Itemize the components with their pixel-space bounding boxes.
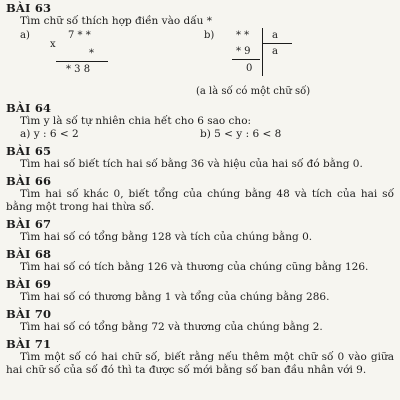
fig-b-remainder: 0: [246, 63, 253, 74]
problem-text: Tìm hai số khác 0, biết tổng của chúng bằng 48 và tích của hai số bằng một trong hai thừa số.: [6, 188, 394, 213]
fig-a-row1: 7 * *: [68, 30, 91, 41]
problem-text: Tìm hai số có tổng bằng 128 và tích của chúng bằng 0.: [20, 231, 313, 243]
problem-text: Tìm hai số có tích bằng 126 và thương của chúng cũng bằng 126.: [20, 261, 369, 273]
fig-a-row2: *: [89, 48, 94, 59]
part-a: a) y : 6 < 2: [20, 128, 79, 140]
fig-a-operator: x: [50, 39, 56, 50]
problem-title: BÀI 67: [6, 217, 52, 231]
problem-title: BÀI 69: [6, 277, 52, 291]
problem-text: Tìm hai số có tổng bằng 72 và thương của chúng bằng 2.: [20, 321, 323, 333]
problem-66: [6, 175, 394, 214]
problem-text: Tìm y là số tự nhiên chia hết cho 6 sao cho:: [20, 115, 252, 127]
problem-64-parts: [6, 128, 394, 141]
fig-b-step: * 9: [236, 46, 251, 57]
problem-64: [6, 102, 394, 141]
problem-title: BÀI 66: [6, 174, 52, 188]
fig-b-label: b): [204, 30, 215, 41]
problem-63: [6, 2, 394, 98]
fig-b-dividend: * *: [236, 30, 250, 41]
fig-b-division-bar: [262, 28, 263, 76]
problem-text: Tìm hai số có thương bằng 1 và tổng của chúng bằng 286.: [20, 291, 330, 303]
part-b: b) 5 < y : 6 < 8: [200, 128, 282, 140]
fig-a-result: * 3 8: [66, 64, 91, 75]
problem-67: [6, 218, 394, 244]
fig-b-step-line: [232, 59, 260, 60]
problem-title: BÀI 70: [6, 307, 52, 321]
problem-title: BÀI 65: [6, 144, 52, 158]
problem-title: BÀI 64: [6, 101, 52, 115]
fig-a-result-line: [56, 61, 108, 62]
fig-b-quotient-line: [262, 43, 292, 44]
fig-b-divisor: a: [272, 30, 278, 41]
fig-b-quotient: a: [272, 46, 278, 57]
problem-68: [6, 248, 394, 274]
problem-65: [6, 145, 394, 171]
problem-title: BÀI 68: [6, 247, 52, 261]
problem-63-figures: [6, 28, 394, 86]
problem-71: [6, 338, 394, 377]
problem-text: Tìm chữ số thích hợp điền vào dấu *: [20, 15, 213, 27]
problem-69: [6, 278, 394, 304]
problem-text: Tìm hai số biết tích hai số bằng 36 và hiệu của hai số đó bằng 0.: [20, 158, 363, 170]
problem-text: Tìm một số có hai chữ số, biết rằng nếu thêm một chữ số 0 vào giữa hai chữ số của số đó thì ta được số mới bằng số ban đầu nhân với 9.: [6, 351, 394, 376]
problem-title: BÀI 63: [6, 1, 52, 15]
problem-title: BÀI 71: [6, 337, 52, 351]
fig-a-label: a): [20, 30, 30, 41]
problem-70: [6, 308, 394, 334]
problem-63-note: (a là số có một chữ số): [196, 86, 311, 97]
